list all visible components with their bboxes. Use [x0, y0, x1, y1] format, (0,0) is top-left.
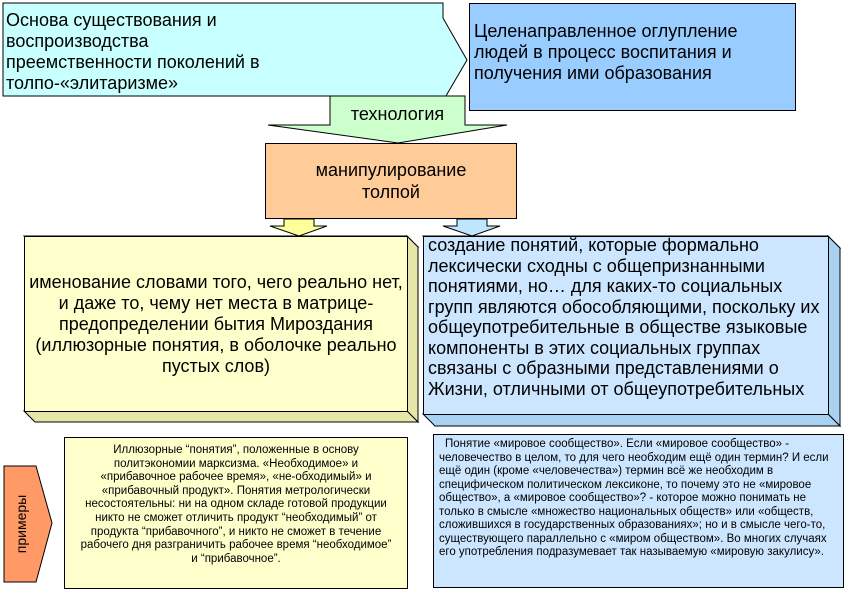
manipulation-box [265, 143, 517, 219]
goal-text: Целенаправленное оглупление людей в процесс воспитания и получения ими образования [474, 21, 738, 83]
basis-text: Основа существования и воспроизводства преемственности поколений в толпо-«элитаризме» [6, 10, 260, 93]
basis-box [6, 10, 296, 94]
example-left-box [64, 437, 408, 589]
technology-text: технология [350, 104, 445, 124]
manipulation-text: манипулирование толпой [315, 160, 467, 202]
goal-box [469, 3, 796, 111]
naming-box-side [407, 236, 418, 422]
technology-label [330, 104, 465, 126]
to-naming-arrow [270, 219, 327, 236]
naming-box [24, 236, 408, 412]
concepts-box-bottom [423, 414, 840, 426]
concepts-box-side [828, 236, 840, 426]
to-concepts-arrow [443, 219, 500, 236]
examples-label-text: примеры [13, 494, 30, 554]
naming-text: именование словами того, чего реально нет, и даже то, чему нет места в матрице-предопределении бытия Мироздания (иллюзорные понятия, в оболочке реально пустых слов) [29, 271, 403, 376]
concepts-box [423, 236, 829, 415]
examples-label [6, 466, 36, 582]
example-right-box [433, 434, 844, 588]
example-right-text: Понятие «мировое сообщество». Если «мировое сообщество» - человечество в целом, то для чего необходим ещё один термин? И если ещё один (кроме «человечества») термин всё же необходим в специфическом политическом лексиконе, то почему это не «мировое общество», а «мировое сообщество»? - которое можно понимать не только в смысле «множество национальных обществ» или «обществ, сложившихся в государственных образованиях»; но и в смысле чего-то, существующего параллельно с «миром обществом». Во многих случаях его употребления подразумевает так называемую «мировую закулису». [439, 438, 829, 558]
example-left-text: Иллюзорные “понятия”, положенные в основу политэкономии марксизма. «Необходимое» и «прибавочное рабочее время», «не-обходимый» и «прибавочный продукт». Понятия метрологически несостоятельны: ни на одном складе готовой продукции никто не сможет отличить продукт “необходимый” от продукта “прибавочного”, и никто не сможет в течение рабочего дня разграничить рабочее время “необходимое” и “прибавочное”. [80, 444, 392, 565]
naming-box-bottom [24, 411, 418, 422]
concepts-text: создание понятий, которые формально лексически сходны с общепризнанными понятиями, но… для каких-то социальных групп являются обособляющими, поскольку их общеупотребительные в обществе языковые компоненты в этих социальных группах связаны с образными представлениями о Жизни, отличными от общеупотребительных [428, 235, 820, 399]
